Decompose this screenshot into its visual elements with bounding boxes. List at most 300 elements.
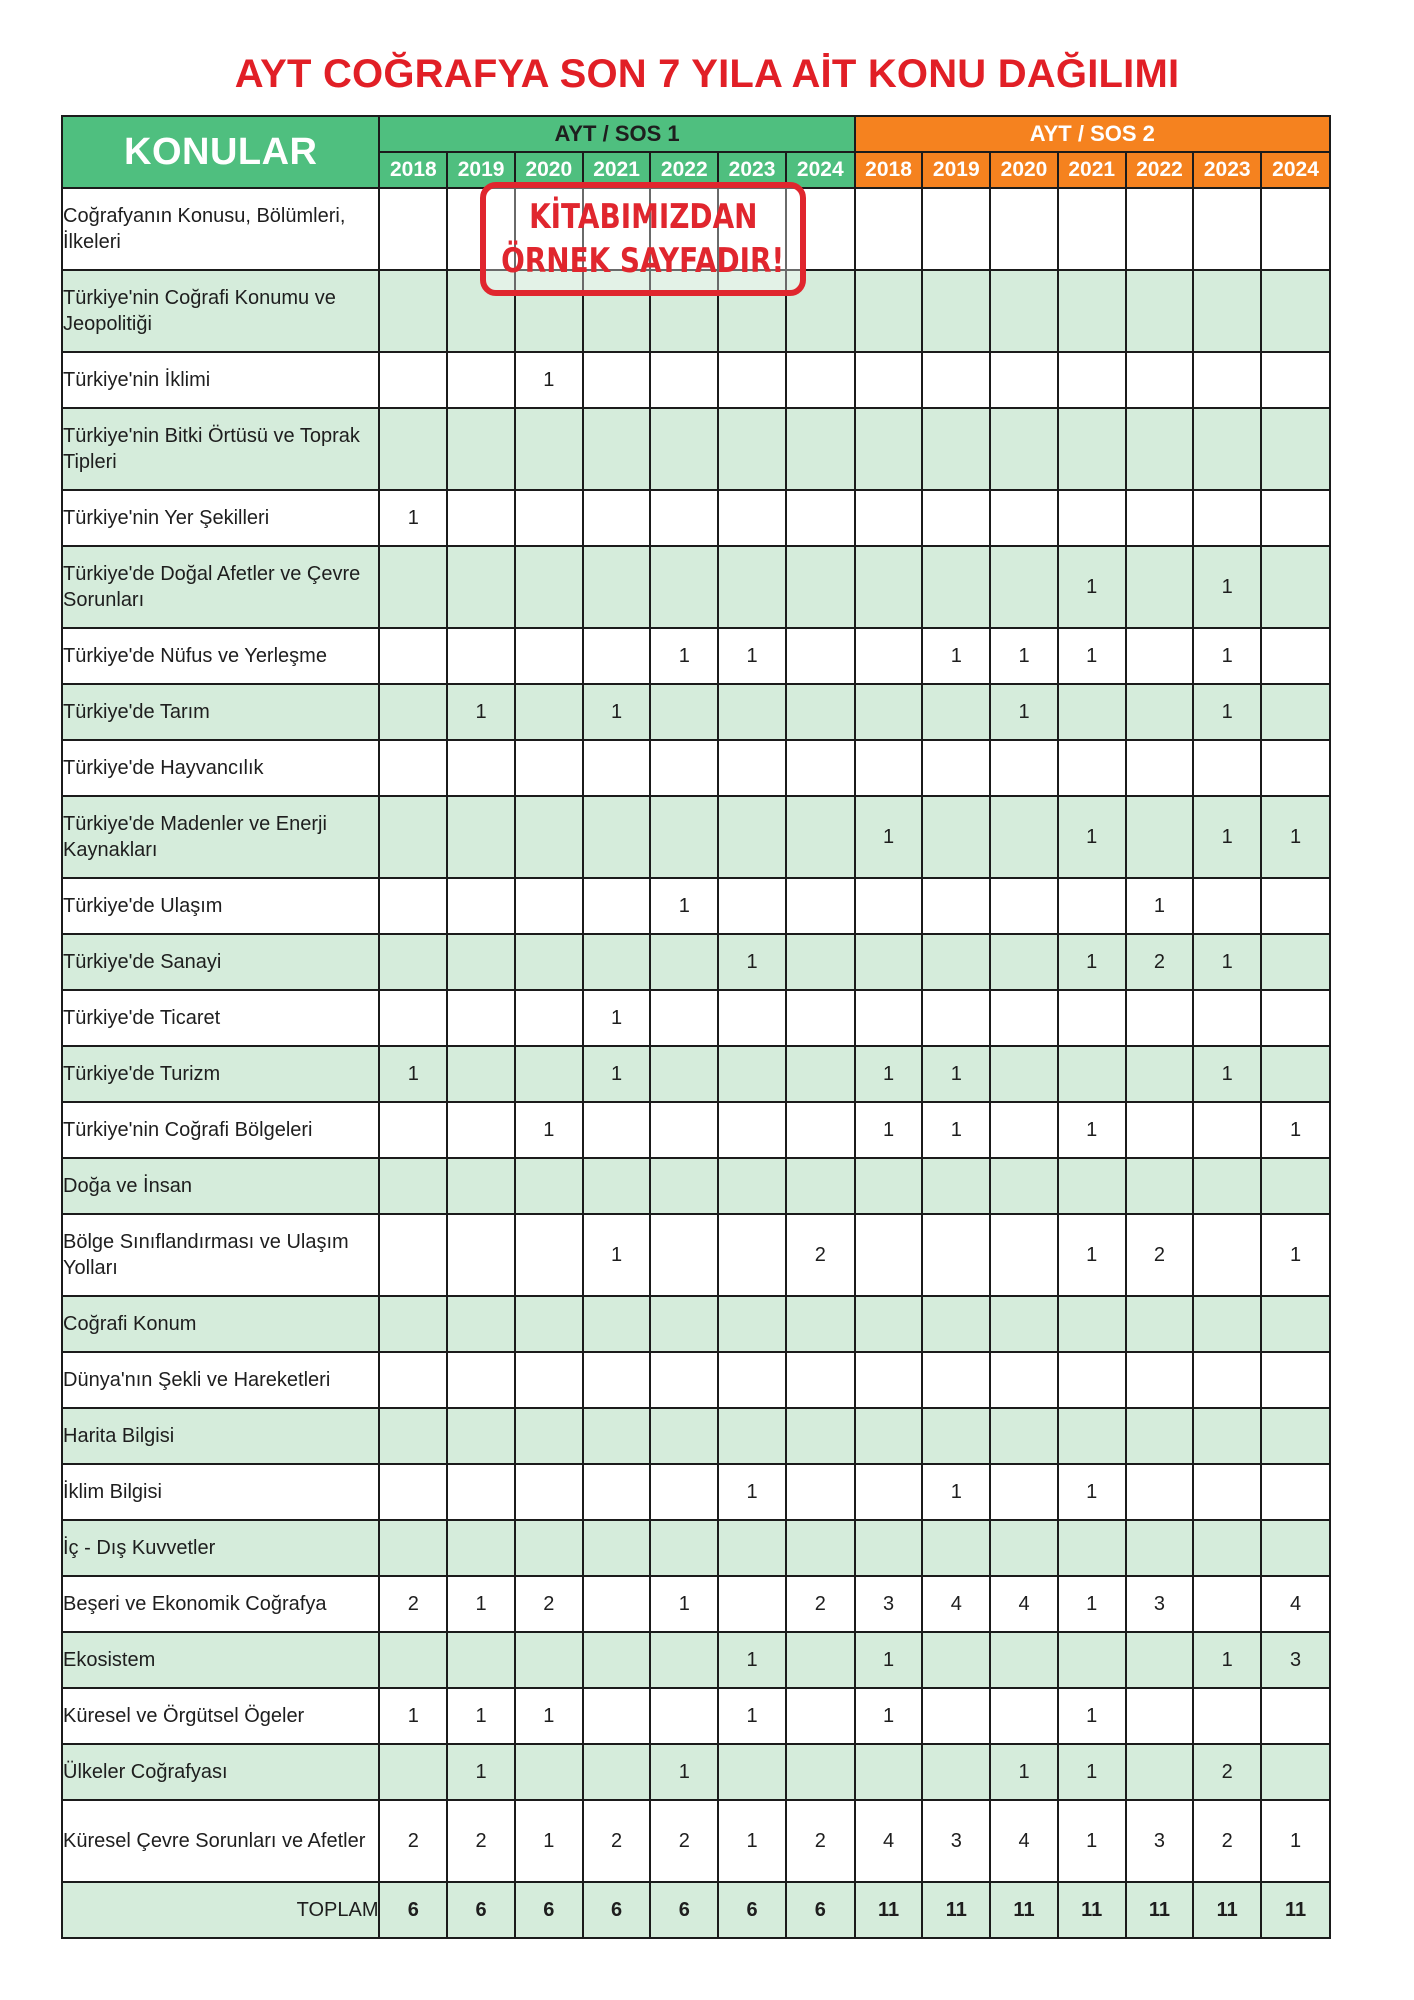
count-cell-sos1-2021 <box>583 796 651 878</box>
total-cell-sos2-2020: 11 <box>990 1882 1058 1938</box>
count-cell-sos2-2023 <box>1193 1102 1261 1158</box>
count-cell-sos1-2024 <box>786 408 855 490</box>
count-cell-sos1-2024 <box>786 628 855 684</box>
count-cell-sos1-2020: 1 <box>515 1102 583 1158</box>
group-header-sos1: AYT / SOS 1 <box>379 116 854 152</box>
count-cell-sos1-2018 <box>379 1214 447 1296</box>
count-cell-sos2-2020 <box>990 352 1058 408</box>
count-cell-sos2-2024 <box>1261 546 1330 628</box>
count-cell-sos2-2018 <box>855 684 923 740</box>
count-cell-sos1-2023: 1 <box>718 1800 786 1882</box>
count-cell-sos1-2018 <box>379 1464 447 1520</box>
count-cell-sos1-2021 <box>583 1408 651 1464</box>
count-cell-sos1-2022: 1 <box>650 878 718 934</box>
count-cell-sos1-2020: 1 <box>515 1688 583 1744</box>
table-row <box>62 408 1330 490</box>
count-cell-sos1-2022 <box>650 490 718 546</box>
count-cell-sos1-2023 <box>718 490 786 546</box>
count-cell-sos1-2018 <box>379 1158 447 1214</box>
count-cell-sos2-2021: 1 <box>1058 1214 1126 1296</box>
count-cell-sos2-2021 <box>1058 878 1126 934</box>
count-cell-sos2-2018 <box>855 188 923 270</box>
count-cell-sos1-2020 <box>515 990 583 1046</box>
count-cell-sos2-2024 <box>1261 1408 1330 1464</box>
total-cell-sos1-2019: 6 <box>447 1882 515 1938</box>
count-cell-sos1-2018: 1 <box>379 1688 447 1744</box>
count-cell-sos2-2022 <box>1126 1688 1194 1744</box>
count-cell-sos2-2022 <box>1126 270 1194 352</box>
count-cell-sos2-2024 <box>1261 740 1330 796</box>
count-cell-sos1-2022 <box>650 1214 718 1296</box>
count-cell-sos1-2024 <box>786 684 855 740</box>
count-cell-sos1-2018 <box>379 684 447 740</box>
count-cell-sos1-2021: 1 <box>583 1046 651 1102</box>
count-cell-sos1-2022 <box>650 990 718 1046</box>
count-cell-sos2-2019 <box>922 1520 990 1576</box>
sample-page-stamp <box>480 182 806 296</box>
count-cell-sos1-2021 <box>583 1102 651 1158</box>
count-cell-sos2-2022 <box>1126 796 1194 878</box>
count-cell-sos2-2020: 4 <box>990 1576 1058 1632</box>
count-cell-sos2-2018 <box>855 1296 923 1352</box>
count-cell-sos2-2024: 1 <box>1261 1214 1330 1296</box>
table-row <box>62 352 1330 408</box>
count-cell-sos1-2022 <box>650 352 718 408</box>
count-cell-sos1-2018: 2 <box>379 1800 447 1882</box>
count-cell-sos1-2021 <box>583 352 651 408</box>
count-cell-sos2-2020 <box>990 546 1058 628</box>
count-cell-sos2-2018 <box>855 352 923 408</box>
count-cell-sos2-2023: 2 <box>1193 1800 1261 1882</box>
topic-cell: Dünya'nın Şekli ve Hareketleri <box>62 1352 379 1408</box>
count-cell-sos2-2023 <box>1193 270 1261 352</box>
count-cell-sos2-2020 <box>990 188 1058 270</box>
count-cell-sos2-2019 <box>922 878 990 934</box>
count-cell-sos1-2024 <box>786 1296 855 1352</box>
count-cell-sos2-2022: 3 <box>1126 1576 1194 1632</box>
total-cell-sos2-2023: 11 <box>1193 1882 1261 1938</box>
count-cell-sos2-2023: 2 <box>1193 1744 1261 1800</box>
count-cell-sos2-2020 <box>990 1158 1058 1214</box>
count-cell-sos2-2019 <box>922 1688 990 1744</box>
count-cell-sos2-2022: 1 <box>1126 878 1194 934</box>
count-cell-sos1-2023 <box>718 1102 786 1158</box>
count-cell-sos1-2021: 1 <box>583 1214 651 1296</box>
count-cell-sos1-2021 <box>583 490 651 546</box>
count-cell-sos2-2020 <box>990 1046 1058 1102</box>
count-cell-sos1-2023 <box>718 878 786 934</box>
count-cell-sos1-2022 <box>650 1632 718 1688</box>
count-cell-sos2-2024 <box>1261 628 1330 684</box>
count-cell-sos1-2020 <box>515 740 583 796</box>
count-cell-sos2-2021 <box>1058 1158 1126 1214</box>
count-cell-sos1-2024 <box>786 1102 855 1158</box>
table-row <box>62 1520 1330 1576</box>
topic-cell: Türkiye'de Doğal Afetler ve Çevre Sorunları <box>62 546 379 628</box>
count-cell-sos2-2021: 1 <box>1058 628 1126 684</box>
count-cell-sos2-2023 <box>1193 408 1261 490</box>
count-cell-sos1-2018 <box>379 934 447 990</box>
count-cell-sos2-2023 <box>1193 188 1261 270</box>
topic-cell: Bölge Sınıflandırması ve Ulaşım Yolları <box>62 1214 379 1296</box>
count-cell-sos1-2018 <box>379 740 447 796</box>
count-cell-sos1-2018 <box>379 990 447 1046</box>
table-row <box>62 1214 1330 1296</box>
count-cell-sos1-2021 <box>583 878 651 934</box>
count-cell-sos1-2020 <box>515 1744 583 1800</box>
count-cell-sos2-2022 <box>1126 1158 1194 1214</box>
count-cell-sos2-2024: 1 <box>1261 1800 1330 1882</box>
count-cell-sos1-2022 <box>650 740 718 796</box>
count-cell-sos1-2018 <box>379 352 447 408</box>
count-cell-sos2-2022 <box>1126 1046 1194 1102</box>
count-cell-sos1-2020 <box>515 628 583 684</box>
count-cell-sos1-2019: 2 <box>447 1800 515 1882</box>
count-cell-sos1-2023 <box>718 1158 786 1214</box>
count-cell-sos2-2019 <box>922 796 990 878</box>
count-cell-sos1-2022 <box>650 1296 718 1352</box>
count-cell-sos2-2024: 1 <box>1261 796 1330 878</box>
topic-cell: Türkiye'nin Coğrafi Konumu ve Jeopolitiği <box>62 270 379 352</box>
count-cell-sos1-2018: 1 <box>379 1046 447 1102</box>
count-cell-sos2-2023 <box>1193 990 1261 1046</box>
count-cell-sos2-2024 <box>1261 1744 1330 1800</box>
count-cell-sos2-2024 <box>1261 1352 1330 1408</box>
count-cell-sos1-2024 <box>786 796 855 878</box>
count-cell-sos1-2019 <box>447 1102 515 1158</box>
topic-cell: Coğrafi Konum <box>62 1296 379 1352</box>
topic-cell: Türkiye'de Turizm <box>62 1046 379 1102</box>
count-cell-sos2-2021 <box>1058 740 1126 796</box>
table-row <box>62 1464 1330 1520</box>
count-cell-sos2-2021: 1 <box>1058 546 1126 628</box>
count-cell-sos2-2024 <box>1261 990 1330 1046</box>
count-cell-sos1-2018 <box>379 1408 447 1464</box>
count-cell-sos2-2020: 1 <box>990 1744 1058 1800</box>
count-cell-sos2-2018: 4 <box>855 1800 923 1882</box>
count-cell-sos2-2022 <box>1126 1102 1194 1158</box>
topic-cell: Türkiye'nin Coğrafi Bölgeleri <box>62 1102 379 1158</box>
count-cell-sos1-2021 <box>583 1352 651 1408</box>
count-cell-sos2-2023 <box>1193 1296 1261 1352</box>
count-cell-sos1-2023: 1 <box>718 1632 786 1688</box>
stamp-line-1: KİTABIMIZDAN <box>528 197 758 237</box>
topic-cell: Türkiye'de Hayvancılık <box>62 740 379 796</box>
count-cell-sos1-2024: 2 <box>786 1214 855 1296</box>
count-cell-sos2-2023 <box>1193 1464 1261 1520</box>
count-cell-sos2-2022 <box>1126 1352 1194 1408</box>
count-cell-sos1-2019 <box>447 1632 515 1688</box>
topic-cell: Küresel Çevre Sorunları ve Afetler <box>62 1800 379 1882</box>
count-cell-sos2-2018 <box>855 1744 923 1800</box>
count-cell-sos2-2019 <box>922 188 990 270</box>
count-cell-sos1-2023 <box>718 1576 786 1632</box>
count-cell-sos1-2019 <box>447 490 515 546</box>
year-header-sos1-2024: 2024 <box>786 152 855 188</box>
count-cell-sos2-2023 <box>1193 1408 1261 1464</box>
count-cell-sos1-2023 <box>718 1744 786 1800</box>
count-cell-sos2-2020 <box>990 878 1058 934</box>
count-cell-sos2-2021 <box>1058 188 1126 270</box>
topic-cell: Küresel ve Örgütsel Ögeler <box>62 1688 379 1744</box>
total-cell-sos2-2021: 11 <box>1058 1882 1126 1938</box>
count-cell-sos1-2020 <box>515 1214 583 1296</box>
topic-cell: Türkiye'nin Bitki Örtüsü ve Toprak Tipleri <box>62 408 379 490</box>
year-header-sos1-2019: 2019 <box>447 152 515 188</box>
count-cell-sos1-2019 <box>447 546 515 628</box>
count-cell-sos2-2018 <box>855 1408 923 1464</box>
count-cell-sos1-2020: 1 <box>515 352 583 408</box>
count-cell-sos1-2021 <box>583 1632 651 1688</box>
count-cell-sos2-2022 <box>1126 546 1194 628</box>
count-cell-sos2-2018 <box>855 408 923 490</box>
topic-cell: Türkiye'de Sanayi <box>62 934 379 990</box>
count-cell-sos2-2022: 3 <box>1126 1800 1194 1882</box>
total-cell-sos1-2021: 6 <box>583 1882 651 1938</box>
count-cell-sos1-2024 <box>786 1352 855 1408</box>
total-cell-sos1-2020: 6 <box>515 1882 583 1938</box>
count-cell-sos1-2024 <box>786 934 855 990</box>
count-cell-sos1-2019: 1 <box>447 1576 515 1632</box>
count-cell-sos1-2019 <box>447 352 515 408</box>
count-cell-sos1-2019 <box>447 628 515 684</box>
table-row <box>62 1576 1330 1632</box>
count-cell-sos1-2024: 2 <box>786 1576 855 1632</box>
count-cell-sos2-2018: 1 <box>855 1046 923 1102</box>
count-cell-sos1-2019 <box>447 1464 515 1520</box>
count-cell-sos2-2019: 1 <box>922 1464 990 1520</box>
count-cell-sos1-2019 <box>447 1158 515 1214</box>
count-cell-sos1-2023 <box>718 1046 786 1102</box>
count-cell-sos2-2021: 1 <box>1058 1744 1126 1800</box>
topic-cell: Ekosistem <box>62 1632 379 1688</box>
count-cell-sos1-2020 <box>515 1464 583 1520</box>
count-cell-sos2-2024 <box>1261 684 1330 740</box>
count-cell-sos2-2022 <box>1126 352 1194 408</box>
year-header-sos2-2020: 2020 <box>990 152 1058 188</box>
count-cell-sos1-2018 <box>379 270 447 352</box>
count-cell-sos2-2023: 1 <box>1193 1632 1261 1688</box>
count-cell-sos2-2021: 1 <box>1058 1800 1126 1882</box>
count-cell-sos1-2020 <box>515 408 583 490</box>
topic-cell: Ülkeler Coğrafyası <box>62 1744 379 1800</box>
count-cell-sos2-2021: 1 <box>1058 934 1126 990</box>
count-cell-sos1-2018 <box>379 1520 447 1576</box>
count-cell-sos1-2018 <box>379 1296 447 1352</box>
count-cell-sos2-2018: 1 <box>855 796 923 878</box>
count-cell-sos1-2018 <box>379 188 447 270</box>
count-cell-sos1-2019 <box>447 990 515 1046</box>
count-cell-sos2-2021 <box>1058 352 1126 408</box>
table-row <box>62 546 1330 628</box>
count-cell-sos1-2022: 2 <box>650 1800 718 1882</box>
count-cell-sos1-2021 <box>583 1296 651 1352</box>
count-cell-sos1-2020 <box>515 796 583 878</box>
count-cell-sos1-2021 <box>583 934 651 990</box>
table-body <box>62 188 1330 1938</box>
count-cell-sos1-2019 <box>447 1046 515 1102</box>
total-cell-sos2-2018: 11 <box>855 1882 923 1938</box>
topic-cell: Türkiye'nin Yer Şekilleri <box>62 490 379 546</box>
count-cell-sos2-2024 <box>1261 878 1330 934</box>
topic-cell: Coğrafyanın Konusu, Bölümleri, İlkeleri <box>62 188 379 270</box>
total-cell-sos2-2019: 11 <box>922 1882 990 1938</box>
topic-cell: Beşeri ve Ekonomik Coğrafya <box>62 1576 379 1632</box>
count-cell-sos1-2023 <box>718 546 786 628</box>
count-cell-sos2-2024 <box>1261 1158 1330 1214</box>
count-cell-sos1-2022 <box>650 408 718 490</box>
count-cell-sos1-2019 <box>447 1214 515 1296</box>
count-cell-sos1-2023 <box>718 1296 786 1352</box>
count-cell-sos1-2022 <box>650 1408 718 1464</box>
count-cell-sos2-2018: 3 <box>855 1576 923 1632</box>
page-title: AYT COĞRAFYA SON 7 YILA AİT KONU DAĞILIMI <box>234 52 1180 96</box>
count-cell-sos2-2020 <box>990 1408 1058 1464</box>
count-cell-sos1-2024 <box>786 1688 855 1744</box>
total-row <box>62 1882 1330 1938</box>
count-cell-sos1-2023: 1 <box>718 934 786 990</box>
count-cell-sos1-2023 <box>718 1520 786 1576</box>
count-cell-sos2-2021 <box>1058 990 1126 1046</box>
count-cell-sos2-2018 <box>855 990 923 1046</box>
count-cell-sos1-2022 <box>650 546 718 628</box>
count-cell-sos1-2020 <box>515 1158 583 1214</box>
count-cell-sos1-2024 <box>786 352 855 408</box>
count-cell-sos1-2024 <box>786 1744 855 1800</box>
table-row <box>62 990 1330 1046</box>
count-cell-sos1-2018 <box>379 628 447 684</box>
count-cell-sos2-2019 <box>922 490 990 546</box>
topic-cell: Türkiye'de Nüfus ve Yerleşme <box>62 628 379 684</box>
count-cell-sos1-2021 <box>583 740 651 796</box>
count-cell-sos1-2023: 1 <box>718 1464 786 1520</box>
count-cell-sos1-2023 <box>718 740 786 796</box>
count-cell-sos1-2022 <box>650 1352 718 1408</box>
count-cell-sos1-2019: 1 <box>447 1744 515 1800</box>
count-cell-sos1-2020 <box>515 684 583 740</box>
count-cell-sos2-2018 <box>855 1214 923 1296</box>
count-cell-sos2-2018 <box>855 934 923 990</box>
count-cell-sos2-2020 <box>990 740 1058 796</box>
count-cell-sos2-2023: 1 <box>1193 684 1261 740</box>
count-cell-sos2-2021 <box>1058 1296 1126 1352</box>
count-cell-sos2-2020 <box>990 796 1058 878</box>
count-cell-sos1-2019 <box>447 878 515 934</box>
count-cell-sos2-2022 <box>1126 188 1194 270</box>
topic-distribution-table <box>61 115 1331 1939</box>
count-cell-sos2-2019 <box>922 934 990 990</box>
year-header-sos1-2021: 2021 <box>583 152 651 188</box>
count-cell-sos1-2022 <box>650 796 718 878</box>
count-cell-sos1-2020 <box>515 1352 583 1408</box>
count-cell-sos2-2023 <box>1193 878 1261 934</box>
count-cell-sos1-2024 <box>786 990 855 1046</box>
table-row <box>62 1352 1330 1408</box>
count-cell-sos2-2018: 1 <box>855 1632 923 1688</box>
count-cell-sos2-2023 <box>1193 1576 1261 1632</box>
count-cell-sos1-2019: 1 <box>447 684 515 740</box>
count-cell-sos1-2021 <box>583 1688 651 1744</box>
count-cell-sos2-2018 <box>855 1158 923 1214</box>
count-cell-sos2-2020 <box>990 1102 1058 1158</box>
total-cell-sos1-2022: 6 <box>650 1882 718 1938</box>
count-cell-sos2-2021: 1 <box>1058 1464 1126 1520</box>
total-cell-sos1-2024: 6 <box>786 1882 855 1938</box>
year-header-sos1-2023: 2023 <box>718 152 786 188</box>
count-cell-sos2-2020: 1 <box>990 628 1058 684</box>
table-row <box>62 1744 1330 1800</box>
count-cell-sos2-2023: 1 <box>1193 934 1261 990</box>
count-cell-sos2-2019 <box>922 352 990 408</box>
count-cell-sos1-2020 <box>515 1046 583 1102</box>
count-cell-sos2-2022 <box>1126 684 1194 740</box>
count-cell-sos1-2018 <box>379 1352 447 1408</box>
count-cell-sos1-2020: 1 <box>515 1800 583 1882</box>
count-cell-sos2-2020: 4 <box>990 1800 1058 1882</box>
count-cell-sos2-2019: 1 <box>922 628 990 684</box>
count-cell-sos2-2024 <box>1261 352 1330 408</box>
count-cell-sos2-2021: 1 <box>1058 796 1126 878</box>
count-cell-sos2-2021 <box>1058 1352 1126 1408</box>
count-cell-sos1-2022: 1 <box>650 1744 718 1800</box>
count-cell-sos2-2022 <box>1126 1296 1194 1352</box>
count-cell-sos2-2018 <box>855 270 923 352</box>
count-cell-sos2-2020 <box>990 1352 1058 1408</box>
count-cell-sos2-2024 <box>1261 1688 1330 1744</box>
topic-cell: Harita Bilgisi <box>62 1408 379 1464</box>
count-cell-sos2-2024 <box>1261 270 1330 352</box>
topic-cell: İç - Dış Kuvvetler <box>62 1520 379 1576</box>
count-cell-sos1-2024: 2 <box>786 1800 855 1882</box>
table-row <box>62 490 1330 546</box>
count-cell-sos1-2023: 1 <box>718 628 786 684</box>
count-cell-sos2-2020 <box>990 408 1058 490</box>
count-cell-sos2-2019: 1 <box>922 1102 990 1158</box>
total-cell-sos2-2024: 11 <box>1261 1882 1330 1938</box>
count-cell-sos2-2021 <box>1058 408 1126 490</box>
count-cell-sos2-2022: 2 <box>1126 934 1194 990</box>
count-cell-sos1-2021 <box>583 628 651 684</box>
count-cell-sos2-2022 <box>1126 1408 1194 1464</box>
count-cell-sos1-2024 <box>786 1158 855 1214</box>
count-cell-sos2-2023 <box>1193 1158 1261 1214</box>
count-cell-sos2-2020 <box>990 934 1058 990</box>
count-cell-sos2-2019 <box>922 990 990 1046</box>
count-cell-sos1-2021 <box>583 1464 651 1520</box>
count-cell-sos2-2020 <box>990 990 1058 1046</box>
count-cell-sos2-2018 <box>855 740 923 796</box>
count-cell-sos1-2024 <box>786 490 855 546</box>
count-cell-sos2-2021 <box>1058 1632 1126 1688</box>
count-cell-sos1-2018 <box>379 1632 447 1688</box>
total-cell-sos1-2023: 6 <box>718 1882 786 1938</box>
count-cell-sos1-2022 <box>650 1464 718 1520</box>
count-cell-sos1-2020 <box>515 490 583 546</box>
count-cell-sos2-2018: 1 <box>855 1688 923 1744</box>
count-cell-sos2-2020 <box>990 1464 1058 1520</box>
count-cell-sos1-2021 <box>583 408 651 490</box>
count-cell-sos2-2024: 4 <box>1261 1576 1330 1632</box>
count-cell-sos1-2020 <box>515 878 583 934</box>
count-cell-sos2-2019 <box>922 408 990 490</box>
count-cell-sos2-2019 <box>922 1744 990 1800</box>
count-cell-sos1-2022: 1 <box>650 1576 718 1632</box>
year-header-sos1-2022: 2022 <box>650 152 718 188</box>
count-cell-sos2-2024 <box>1261 934 1330 990</box>
count-cell-sos1-2024 <box>786 546 855 628</box>
count-cell-sos1-2022 <box>650 1102 718 1158</box>
count-cell-sos2-2020 <box>990 1214 1058 1296</box>
